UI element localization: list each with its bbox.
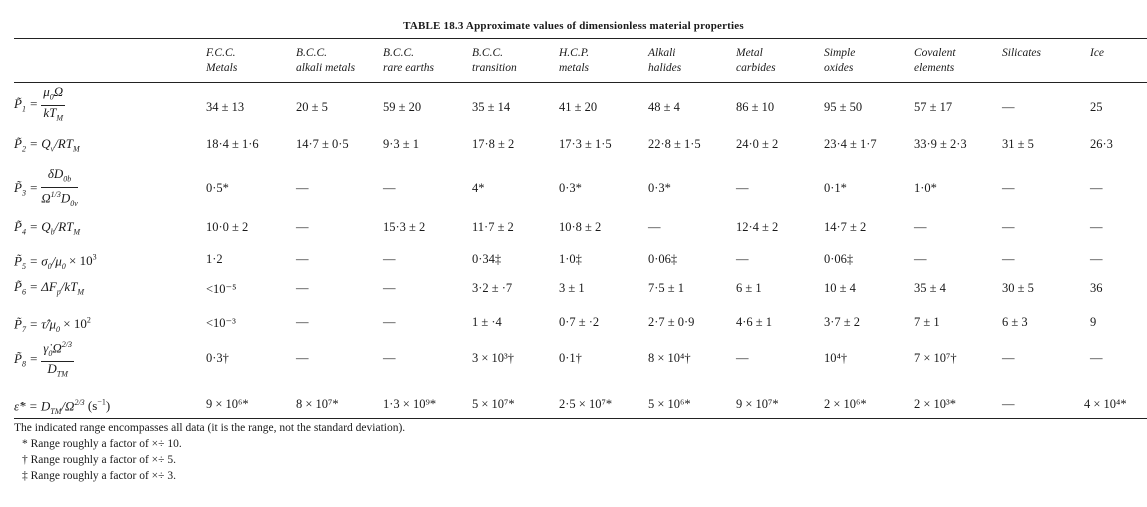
table-cell: — (1090, 220, 1103, 234)
table-cell: 18·4 ± 1·6 (206, 137, 259, 151)
table-cell: 7 × 10⁷† (914, 351, 957, 365)
table-cell: 2 × 10³* (914, 397, 957, 411)
table-cell: 2·7 ± 0·9 (648, 315, 695, 329)
row-label-p3: $P̃_3$ = $\frac{\delta D_{0b}}{\Omega^{1/3}D_{0v}}$ (14, 166, 78, 208)
table-cell: — (383, 351, 396, 365)
table-cell: 33·9 ± 2·3 (914, 137, 967, 151)
table-cell: 6 ± 3 (1002, 315, 1028, 329)
table-cell: — (1090, 181, 1103, 195)
table-cell: 7·5 ± 1 (648, 281, 685, 295)
table-cell: 6 ± 1 (736, 281, 762, 295)
table-cell: — (1002, 100, 1015, 114)
table-cell: — (1002, 181, 1015, 195)
table-cell: 10·8 ± 2 (559, 220, 602, 234)
table-cell: — (736, 252, 749, 266)
table-cell: 26·3 (1090, 137, 1113, 151)
table-cell: 0·1* (824, 181, 847, 195)
col-header-hcp: H.C.P. metals (559, 47, 590, 74)
table-cell: — (296, 351, 309, 365)
table-cell: 9·3 ± 1 (383, 137, 420, 151)
col-header-simple-oxides: Simple oxides (824, 47, 856, 74)
table-cell: 1·2 (206, 252, 223, 266)
table-cell: 8 × 10⁷* (296, 397, 339, 411)
col-header-metal-carbides: Metal carbides (736, 47, 776, 74)
row-label-p5: $P̃_5 = \sigma_0/\mu_0 \times 10^3$ (14, 253, 97, 271)
table-cell: — (1002, 397, 1015, 411)
row-label-p8: $P̃_8$ = $\gammȧ_0\Omega^{2/3}$ $D_{TM}$ (14, 340, 72, 379)
table-cell: 95 ± 50 (824, 100, 863, 114)
table-cell: 9 × 10⁷* (736, 397, 779, 411)
table-cell: — (383, 281, 396, 295)
table-cell: 0·5* (206, 181, 229, 195)
table-cell: 8 × 10⁴† (648, 351, 691, 365)
table-cell: 57 ± 17 (914, 100, 953, 114)
bottom-rule (14, 418, 1147, 419)
table-cell: 7 ± 1 (914, 315, 940, 329)
table-cell: 3·7 ± 2 (824, 315, 861, 329)
col-header-bcc-transition: B.C.C. transition (472, 47, 517, 74)
header-rule (14, 82, 1147, 83)
table-cell: 86 ± 10 (736, 100, 775, 114)
table-cell: 0·34‡ (472, 252, 502, 266)
table-cell: 0·06‡ (824, 252, 854, 266)
table-cell: — (1090, 252, 1103, 266)
row-label-p6: $P̃_6 = \Delta F_p/kT_M$ (14, 279, 85, 297)
table-cell: — (383, 315, 396, 329)
table-cell: 4·6 ± 1 (736, 315, 773, 329)
footnote-double-dagger: ‡ Range roughly a factor of ×÷ 3. (22, 470, 176, 482)
col-header-bcc-alkali: B.C.C. alkali metals (296, 47, 356, 74)
table-cell: 59 ± 20 (383, 100, 422, 114)
table-cell: — (1002, 252, 1015, 266)
table-cell: 36 (1090, 281, 1103, 295)
row-label-p1: $P̃_1$ = $\mu_0\Omega$ $kT_M$ (14, 84, 64, 123)
table-cell: 1 ± ·4 (472, 315, 502, 329)
row-label-p4: $P̃_4 = Q_b/RT_M$ (14, 219, 81, 237)
table-cell: — (1002, 220, 1015, 234)
table-cell: — (1090, 351, 1103, 365)
table-cell: — (648, 220, 661, 234)
table-cell: 10⁴† (824, 351, 848, 365)
table-cell: 0·06‡ (648, 252, 678, 266)
row-label-strain-rate: ε̇* = $D_{TM}/\Omega^{2/3}$ $(s^{-1})$ (14, 398, 111, 416)
table-cell: 2·5 × 10⁷* (559, 397, 613, 411)
table-cell: — (914, 220, 927, 234)
table-cell: 10·0 ± 2 (206, 220, 249, 234)
table-cell: 4 × 10⁴* (1084, 397, 1127, 411)
table-cell: 0·1† (559, 351, 582, 365)
table-cell: 24·0 ± 2 (736, 137, 779, 151)
table-cell: 2 × 10⁶* (824, 397, 867, 411)
table-cell: 15·3 ± 2 (383, 220, 426, 234)
table-cell: 41 ± 20 (559, 100, 598, 114)
top-rule (14, 38, 1147, 39)
table-cell: — (296, 181, 309, 195)
table-cell: — (736, 351, 749, 365)
table-cell: 1·0* (914, 181, 937, 195)
table-cell: 5 × 10⁶* (648, 397, 691, 411)
table-title: TABLE 18.3 Approximate values of dimensionless material properties (403, 20, 744, 32)
footnote-asterisk: * Range roughly a factor of ×÷ 10. (22, 438, 182, 450)
table-cell: 9 × 10⁶* (206, 397, 249, 411)
table-cell: 3·2 ± ·7 (472, 281, 513, 295)
table-cell: <10⁻⁵ (206, 282, 237, 296)
table-cell: 12·4 ± 2 (736, 220, 779, 234)
table-cell: 11·7 ± 2 (472, 220, 514, 234)
table-cell: 0·3† (206, 351, 229, 365)
table-cell: <10⁻³ (206, 316, 236, 330)
table-cell: 10 ± 4 (824, 281, 856, 295)
table-cell: 5 × 10⁷* (472, 397, 515, 411)
table-cell: — (1002, 351, 1015, 365)
table-cell: 34 ± 13 (206, 100, 245, 114)
table-cell: 3 ± 1 (559, 281, 585, 295)
table-cell: 0·3* (648, 181, 671, 195)
footnote-dagger: † Range roughly a factor of ×÷ 5. (22, 454, 176, 466)
col-header-covalent: Covalent elements (914, 47, 956, 74)
table-cell: 35 ± 14 (472, 100, 511, 114)
col-header-bcc-rare-earth: B.C.C. rare earths (383, 47, 435, 74)
col-header-fcc: F.C.C. Metals (206, 47, 238, 74)
table-cell: 35 ± 4 (914, 281, 946, 295)
table-cell: 25 (1090, 100, 1103, 114)
col-header-alkali-halides: Alkali halides (648, 47, 682, 74)
table-cell: 30 ± 5 (1002, 281, 1034, 295)
row-label-p2: $P̃_2 = Q_v/RT_M$ (14, 136, 80, 154)
table-cell: 14·7 ± 0·5 (296, 137, 349, 151)
table-cell: 0·3* (559, 181, 582, 195)
table-cell: — (383, 181, 396, 195)
footnote-main: The indicated range encompasses all data (it is the range, not the standard deviation). (14, 422, 406, 434)
row-label-p7: $P̃_7$ = $\taû/\mu_0 \times 10^2$ (14, 316, 91, 334)
table-cell: 0·7 ± ·2 (559, 315, 600, 329)
table-cell: — (914, 252, 927, 266)
table-cell: — (296, 281, 309, 295)
table-cell: 9 (1090, 315, 1097, 329)
table-cell: 20 ± 5 (296, 100, 328, 114)
table-cell: — (296, 252, 309, 266)
table-cell: 1·0‡ (559, 252, 582, 266)
table-cell: 3 × 10³† (472, 351, 515, 365)
table-cell: 14·7 ± 2 (824, 220, 867, 234)
table-cell: 17·3 ± 1·5 (559, 137, 612, 151)
col-header-silicates: Silicates (1002, 47, 1041, 59)
table-cell: — (296, 315, 309, 329)
table-cell: — (736, 181, 749, 195)
table-cell: 17·8 ± 2 (472, 137, 515, 151)
col-header-ice: Ice (1090, 47, 1105, 59)
table-cell: 1·3 × 10⁹* (383, 397, 437, 411)
table-cell: — (296, 220, 309, 234)
table-cell: 48 ± 4 (648, 100, 680, 114)
table-cell: — (383, 252, 396, 266)
table-cell: 4* (472, 181, 485, 195)
table-cell: 31 ± 5 (1002, 137, 1034, 151)
table-cell: 23·4 ± 1·7 (824, 137, 877, 151)
table-cell: 22·8 ± 1·5 (648, 137, 701, 151)
